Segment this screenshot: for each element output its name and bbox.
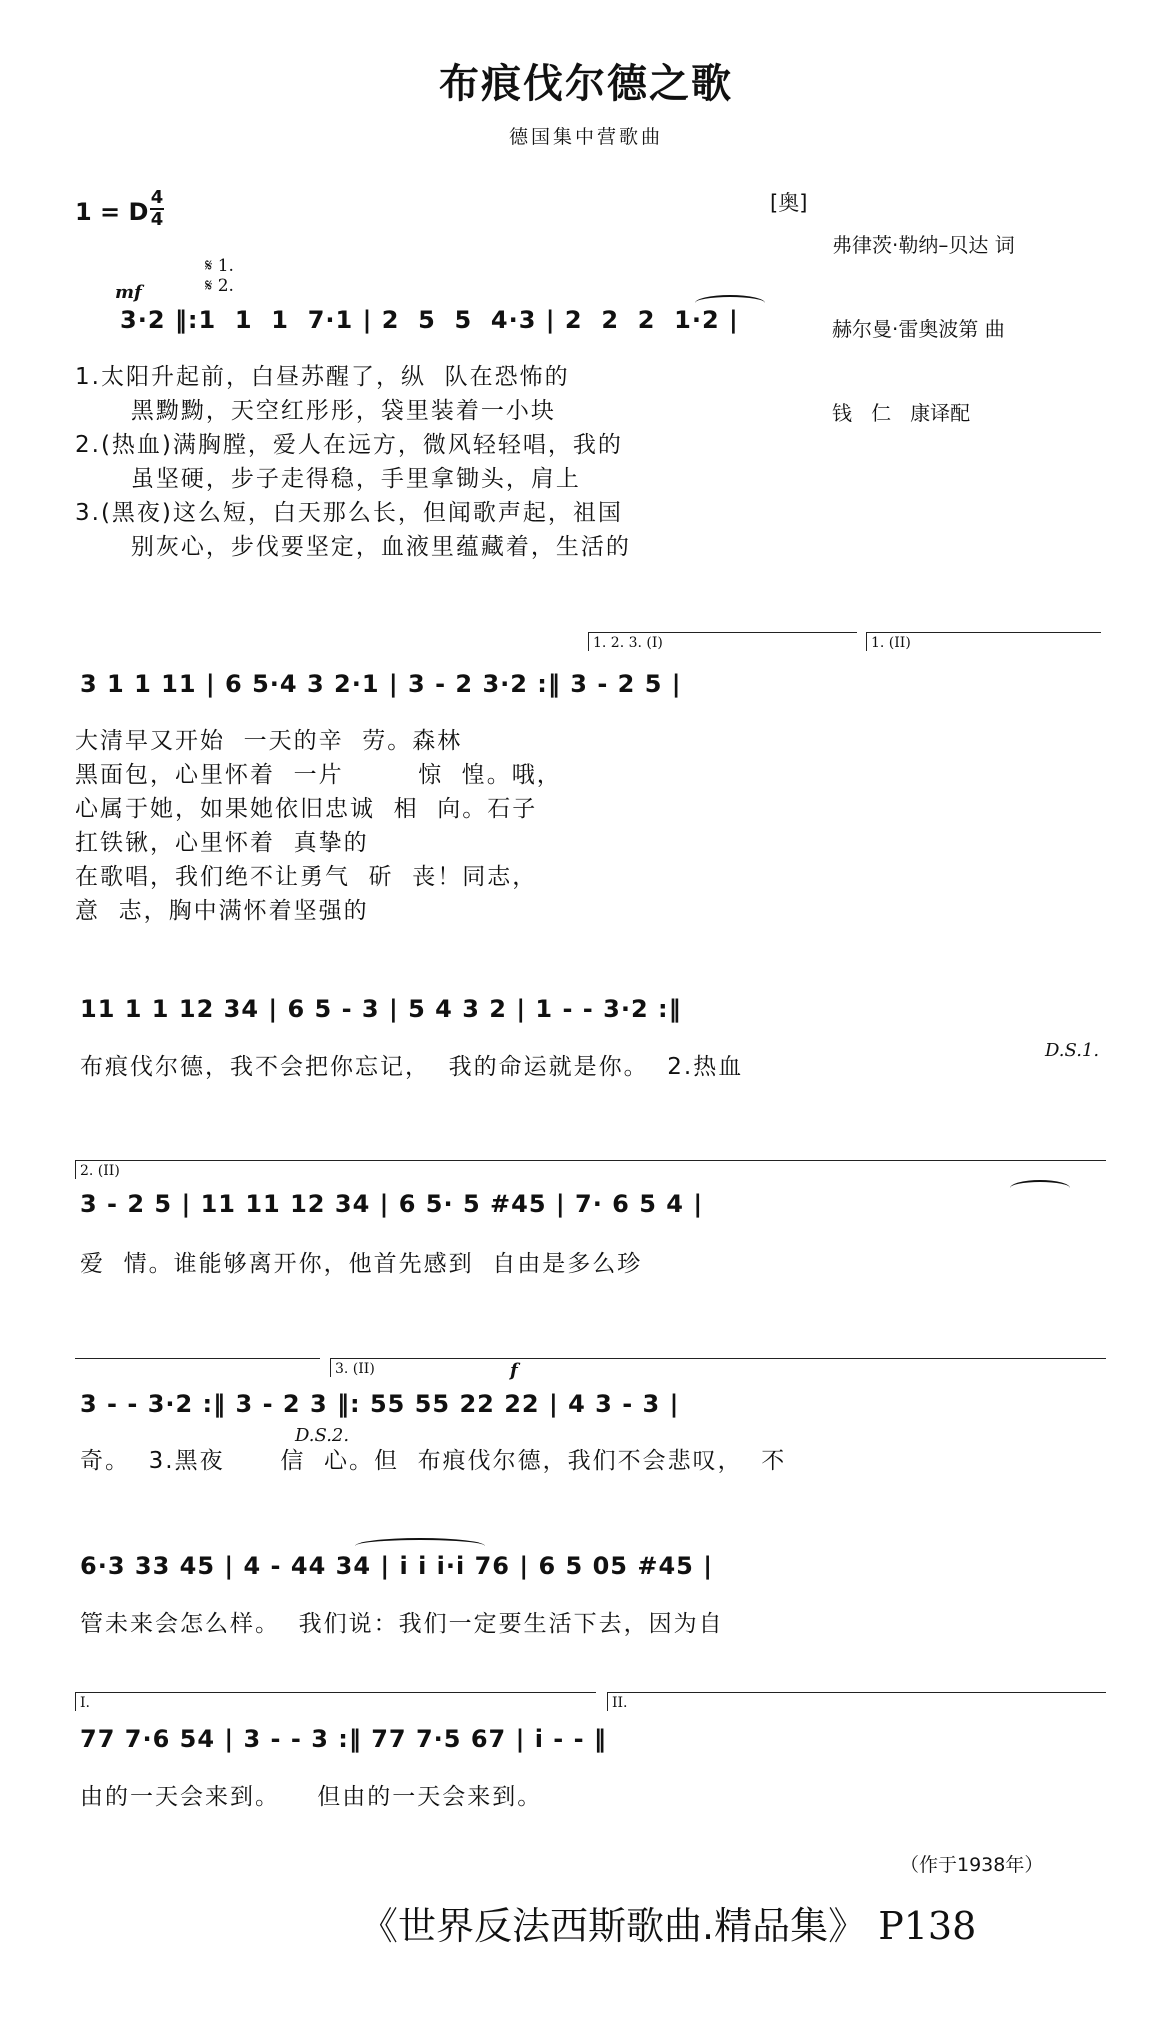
system-4-notes: 3 - 2 5 | 11 11 12 34 | 6 5· 5 #45 | 7· 6 5 4 | (80, 1190, 704, 1218)
time-bottom: 4 (150, 209, 164, 230)
source-citation (360, 1895, 976, 1950)
system-2-lyric-2: 黑面包，心里怀着 一片 惊 惶。哦， (75, 762, 562, 788)
tie-arc (695, 295, 765, 311)
volta-label-4: 3. (II) (335, 1361, 375, 1377)
system-6-lyric-1: 管未来会怎么样。 我们说：我们一定要生活下去，因为自 (80, 1611, 724, 1637)
system-1-lyric-6: 别灰心，步伐要坚定，血液里蕴藏着，生活的 (75, 534, 631, 560)
credit-composer: 赫尔曼·雷奥波第 曲 (832, 317, 1005, 341)
ds2-mark: D.S.2. (295, 1425, 350, 1446)
system-5-lyric-1: 奇。 3.黑夜 信 心。但 布痕伐尔德，我们不会悲叹， 不 (80, 1448, 787, 1474)
system-1-lyric-5: 3.(黑夜)这么短，白天那么长，但闻歌声起，祖国 (75, 500, 623, 526)
system-1-lyric-3: 2.(热血)满胸膛，爱人在远方，微风轻轻唱，我的 (75, 432, 623, 458)
system-1-lyric-2: 黑黝黝，天空红彤彤，袋里装着一小块 (75, 398, 556, 424)
volta-label-6: II. (612, 1695, 628, 1711)
system-7-notes: 77 7·6 54 | 3 - - 3 :‖ 77 7·5 67 | i - - ‖ (80, 1725, 607, 1753)
ds1-mark: D.S.1. (1045, 1040, 1100, 1061)
system-4-lyric-1: 爱 情。谁能够离开你，他首先感到 自由是多么珍 (80, 1251, 643, 1277)
volta-bracket-2 (866, 632, 1101, 651)
volta-label-1: 1. 2. 3. (I) (593, 635, 663, 651)
system-2-lyric-1: 大清早又开始 一天的辛 劳。森林 (75, 728, 463, 754)
volta-bracket-5 (75, 1692, 596, 1711)
system-2-lyric-3: 心属于她，如果她依旧忠诚 相 向。石子 (75, 796, 538, 822)
system-1-lyric-1: 1.太阳升起前，白昼苏醒了，纵 队在恐怖的 (75, 364, 570, 390)
system-2-lyric-6: 意 志，胸中满怀着坚强的 (75, 898, 369, 924)
volta-label-5: I. (80, 1695, 90, 1711)
volta-bracket-4 (330, 1358, 1106, 1377)
system-1-lyric-4: 虽坚硬，步子走得稳，手里拿锄头，肩上 (75, 466, 581, 492)
credits (770, 175, 1015, 483)
system-2-lyric-5: 在歌唱，我们绝不让勇气 斫 丧！同志， (75, 864, 538, 890)
system-7-lyric-1: 由的一天会来到。 但由的一天会来到。 (80, 1784, 543, 1810)
system-2-lyric-4: 扛铁锹，心里怀着 真挚的 (75, 830, 369, 856)
source-page: P138 (878, 1904, 977, 1948)
composition-date: （作于1938年） (900, 1854, 1044, 1876)
volta-label-3: 2. (II) (80, 1163, 120, 1179)
song-title: 布痕伐尔德之歌 (439, 61, 733, 107)
song-subtitle: 德国集中营歌曲 (508, 126, 663, 148)
segno-1: 𝄋 1. (205, 256, 234, 276)
system-1-notes: 3·2 ‖:1 1 1 7·1 | 2 5 5 4·3 | 2 2 2 1·2 | (120, 306, 739, 334)
credit-lyricist: 弗律茨·勒纳–贝达 词 (832, 233, 1015, 257)
tie-arc-3 (355, 1538, 485, 1554)
time-signature (150, 188, 164, 230)
key-signature: 1 = D (75, 198, 149, 226)
system-5-notes: 3 - - 3·2 :‖ 3 - 2 3 ‖: 55 55 22 22 | 4 3 - 3 | (80, 1390, 680, 1418)
volta-line-left (75, 1358, 320, 1377)
volta-bracket-3 (75, 1160, 1106, 1179)
dynamic-mf: mf (115, 282, 142, 303)
source-book: 《世界反法西斯歌曲.精品集》 (360, 1904, 867, 1948)
volta-bracket-1 (588, 632, 857, 651)
system-2-notes: 3 1 1 11 | 6 5·4 3 2·1 | 3 - 2 3·2 :‖ 3 - 2 5 | (80, 670, 682, 698)
credits-country: [奥] (770, 191, 808, 215)
tie-arc-2 (1010, 1180, 1070, 1196)
segno-2: 𝄋 2. (205, 276, 234, 296)
system-3-notes: 11 1 1 12 34 | 6 5 - 3 | 5 4 3 2 | 1 - - 3·2 :‖ (80, 995, 682, 1023)
volta-bracket-6 (607, 1692, 1106, 1711)
dynamic-f: f (510, 1360, 518, 1381)
volta-label-2: 1. (II) (871, 635, 911, 651)
system-6-notes: 6·3 33 45 | 4 - 44 34 | i i i·i 76 | 6 5 05 #45 | (80, 1552, 713, 1580)
time-top: 4 (150, 187, 164, 208)
credit-translator: 钱 仁 康译配 (832, 401, 971, 425)
system-3-lyric-1: 布痕伐尔德，我不会把你忘记， 我的命运就是你。 2.热血 (80, 1054, 744, 1080)
